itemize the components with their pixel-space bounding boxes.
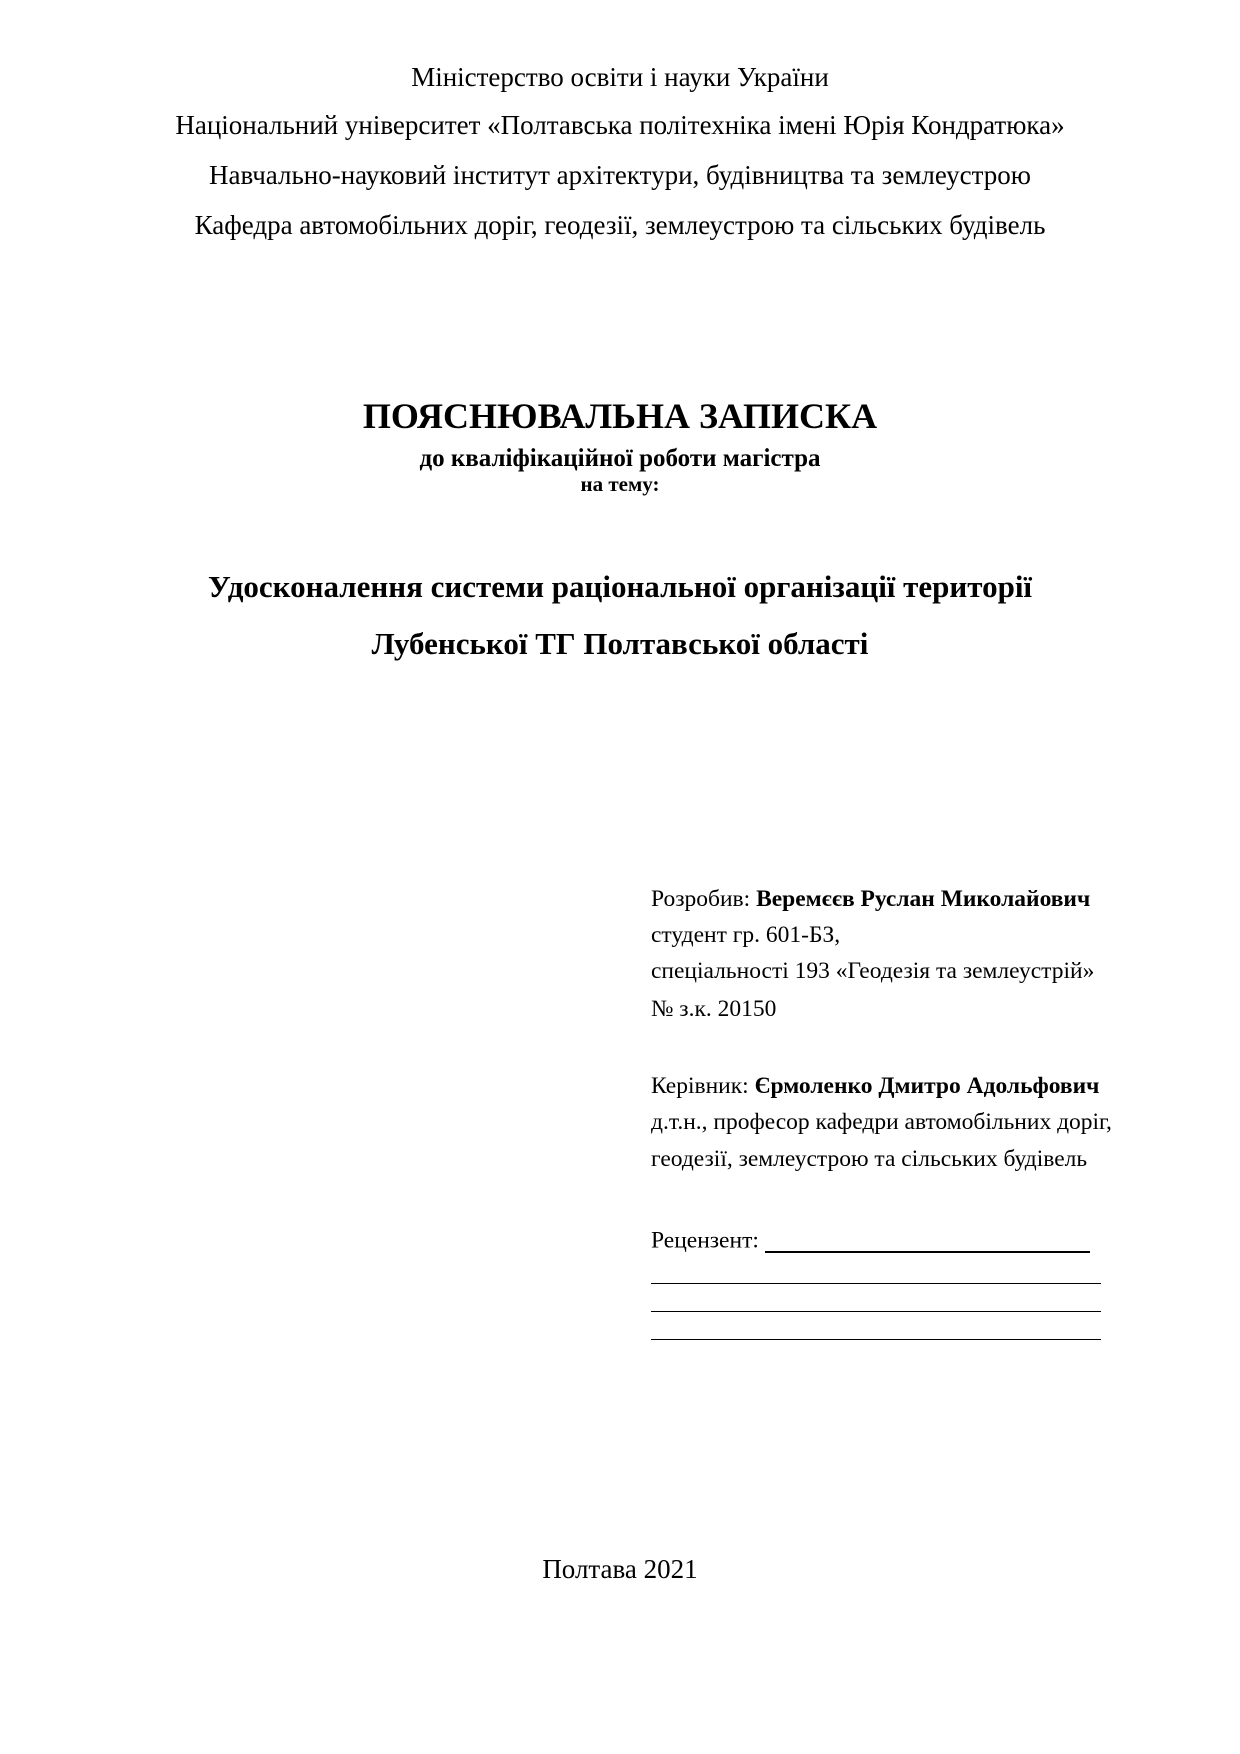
supervisor-line (651, 1075, 1099, 1099)
topic-label: на тему: (580, 472, 660, 496)
institute-name: Навчально-науковий інститут архітектури, будівництва та землеустрою (209, 160, 1031, 190)
ministry-name: Міністерство освіти і науки України (411, 62, 829, 92)
reviewer-blank-line (651, 1311, 1101, 1312)
developer-specialty: спеціальності 193 «Геодезія та землеустрій» (651, 958, 1095, 984)
document-title: ПОЯСНЮВАЛЬНА ЗАПИСКА (362, 396, 878, 436)
document-subtitle: до кваліфікаційної роботи магістра (419, 445, 821, 472)
developer-label: Розробив: (651, 886, 751, 912)
developer-name: Веремєєв Руслан Миколайович (756, 886, 1091, 912)
topic-line-1: Удосконалення системи раціональної організації території (207, 569, 1033, 604)
supervisor-name: Єрмоленко Дмитро Адольфович (754, 1073, 1100, 1099)
supervisor-position-line-2: геодезії, землеустрою та сільських будівель (651, 1146, 1088, 1172)
supervisor-position-line-1: д.т.н., професор кафедри автомобільних доріг, (651, 1109, 1112, 1135)
university-name: Національний університет «Полтавська політехніка імені Юрія Кондратюка» (175, 110, 1065, 140)
supervisor-label: Керівник: (651, 1073, 749, 1099)
reviewer-blank-line (651, 1339, 1101, 1340)
developer-line (651, 888, 1090, 912)
city-year: Полтава 2021 (542, 1554, 698, 1584)
developer-record-book: № з.к. 20150 (651, 996, 777, 1022)
reviewer-label: Рецензент: (651, 1227, 759, 1254)
topic-line-2: Лубенської ТГ Полтавської області (371, 626, 869, 661)
department-name: Кафедра автомобільних доріг, геодезії, землеустрою та сільських будівель (194, 210, 1046, 240)
reviewer-line (651, 1226, 1090, 1253)
developer-group: студент гр. 601-БЗ, (651, 922, 841, 948)
reviewer-blank (765, 1226, 1090, 1253)
reviewer-blank-line (651, 1283, 1101, 1284)
